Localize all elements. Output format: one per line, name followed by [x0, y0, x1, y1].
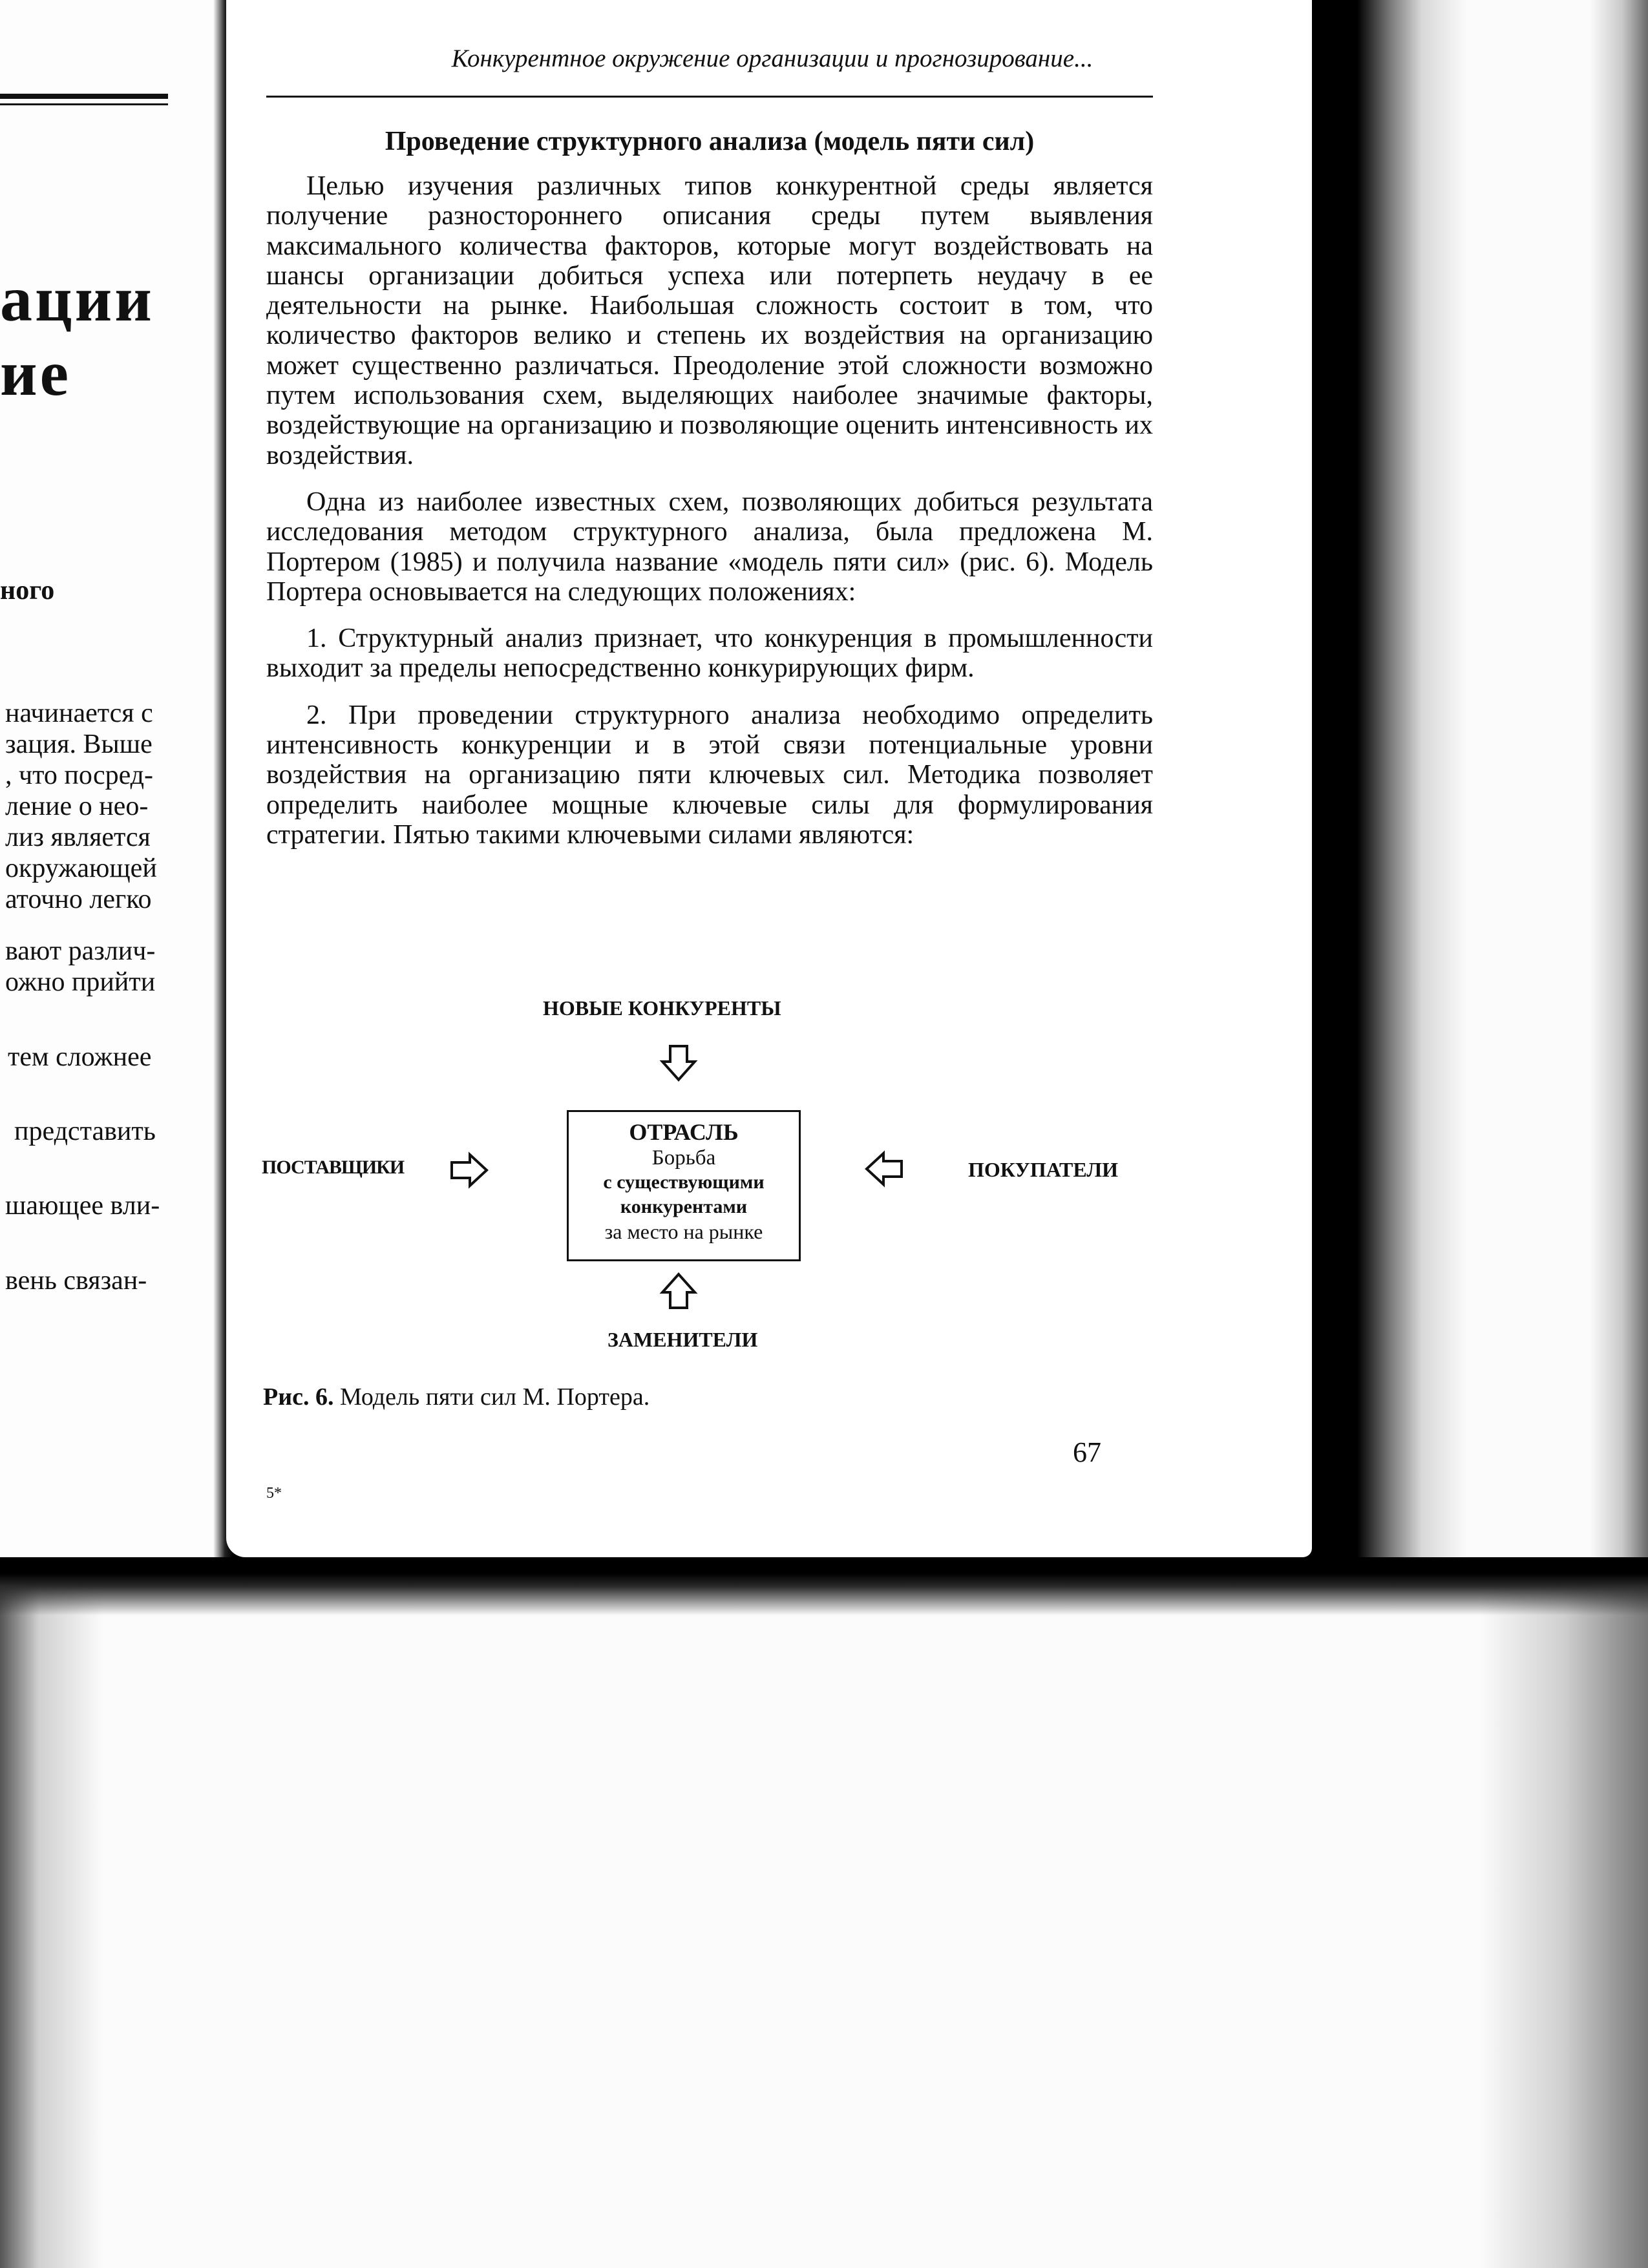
page-bottom-shadow — [0, 1557, 1648, 1615]
left-page-text-line: ление о нео- — [5, 792, 149, 821]
label-buyers: ПОКУПАТЕЛИ — [968, 1158, 1119, 1181]
left-page-text-line: , что посред- — [5, 761, 154, 790]
left-page-text-line: аточно легко — [5, 885, 152, 914]
arrow-down-icon — [659, 1044, 698, 1084]
left-page-fragment — [0, 0, 223, 1557]
box-title: ОТРАСЛЬ — [629, 1119, 739, 1145]
body-text — [266, 171, 1153, 866]
caption-label: Рис. 6. — [263, 1383, 334, 1411]
left-page-text-line: вают различ- — [5, 936, 156, 966]
paragraph: Одна из наиболее известных схем, позволяющих добиться результата исследования методом структурного анализа, была предложена М. Портером (1985) и получила название «модель пяти сил» (рис. 6). Модель Портера основывается на следующих положениях: — [266, 487, 1153, 607]
left-page-text-line: ожно прийти — [5, 967, 156, 997]
header-rule — [266, 96, 1153, 98]
paragraph: Целью изучения различных типов конкурентной среды является получение разностороннего описания среды путем выявления максимального количества факторов, которые могут воздействовать на шансы организации добиться успеха или потерпеть неудачу в ее деятельности на рынке. Наибольшая сложность состоит в том, что количество факторов велико и степень их воздействия на организацию может существенно различаться. Преодоление этой сложности возможно путем использования схем, выделяющих наиболее значимые факторы, воздействующие на организацию и позволяющие оценить интенсивность их воздействия. — [266, 171, 1153, 470]
left-page-text-line: лиз является — [5, 823, 151, 852]
label-new-competitors: НОВЫЕ КОНКУРЕНТЫ — [543, 996, 781, 1020]
left-page-text-line: вень связан- — [5, 1266, 147, 1296]
left-page-subheading: ного — [0, 576, 55, 605]
label-substitutes: ЗАМЕНИТЕЛИ — [607, 1328, 758, 1351]
left-page-text-line: представить — [14, 1117, 156, 1146]
left-page-rule-thick — [0, 94, 168, 99]
box-line: конкурентами — [620, 1196, 748, 1217]
running-head: Конкурентное окружение организации и прогнозирование... — [451, 45, 1093, 72]
left-page-text-line: зация. Выше — [5, 730, 153, 759]
left-page-text-line: начинается с — [5, 698, 153, 728]
left-page-text-line: тем сложнее — [8, 1042, 152, 1072]
industry-box — [567, 1110, 801, 1261]
five-forces-diagram — [226, 989, 1312, 1350]
arrow-up-icon — [659, 1270, 698, 1310]
left-page-text-line: окружающей — [5, 854, 157, 883]
box-line: с существующими — [603, 1171, 765, 1193]
caption-text: Модель пяти сил М. Портера. — [333, 1383, 650, 1411]
left-page-rule-thin — [0, 103, 168, 105]
label-suppliers: ПОСТАВЩИКИ — [262, 1157, 405, 1178]
book-page — [226, 0, 1312, 1557]
figure-caption — [263, 1383, 650, 1411]
paragraph: 1. Структурный анализ признает, что конкуренция в промышленности выходит за пределы непосредственно конкурирующих фирм. — [266, 624, 1153, 684]
left-page-heading-line-1: ации — [0, 263, 154, 335]
left-page-text-line: шающее вли- — [5, 1191, 160, 1221]
left-page-heading-line-2: ие — [0, 337, 72, 409]
section-title: Проведение структурного анализа (модель пяти сил) — [385, 127, 1035, 156]
signature-mark: 5* — [266, 1485, 282, 1502]
box-line: Борьба — [651, 1146, 716, 1170]
arrow-left-icon — [863, 1150, 904, 1188]
arrow-right-icon — [449, 1151, 491, 1189]
box-line: за место на рынке — [604, 1220, 763, 1243]
scan-margin-bottom — [0, 1570, 1648, 2268]
paragraph: 2. При проведении структурного анализа необходимо определить интенсивность конкуренции и в этой связи потенциальные уровни воздействия на организацию пяти ключевых сил. Методика позволяет определить наиболее мощные ключевые силы для формулирования стратегии. Пятью такими ключевыми силами являются: — [266, 700, 1153, 850]
page-number: 67 — [1073, 1436, 1101, 1468]
